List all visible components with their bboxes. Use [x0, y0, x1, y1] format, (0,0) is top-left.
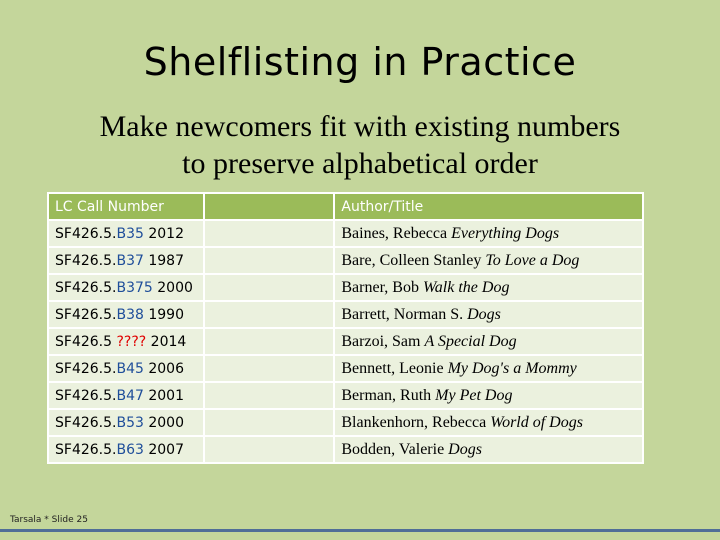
author: Baines, Rebecca	[341, 224, 448, 242]
cutter-number: B375	[116, 279, 153, 296]
year: 2007	[148, 441, 184, 458]
call-number-cell	[48, 247, 204, 274]
slide-subtitle	[0, 108, 720, 182]
class-number: SF426.5.	[55, 414, 117, 431]
title: A Special Dog	[424, 332, 517, 350]
table-row	[48, 274, 643, 301]
header-author-title: Author/Title	[334, 193, 643, 220]
year: 2006	[148, 360, 184, 377]
class-number: SF426.5.	[55, 252, 117, 269]
cutter-number: B53	[116, 414, 144, 431]
header-call-number: LC Call Number	[48, 193, 204, 220]
blank-cell	[204, 328, 334, 355]
table-row	[48, 436, 643, 463]
call-number-cell	[48, 274, 204, 301]
author: Bare, Colleen Stanley	[341, 251, 482, 269]
author-title-cell	[334, 355, 643, 382]
subtitle-line-2: to preserve alphabetical order	[182, 147, 538, 180]
class-number: SF426.5.	[55, 306, 117, 323]
blank-cell	[204, 274, 334, 301]
call-number-cell	[48, 409, 204, 436]
blank-cell	[204, 436, 334, 463]
call-number-cell	[48, 301, 204, 328]
author: Berman, Ruth	[341, 386, 432, 404]
title: Dogs	[467, 305, 501, 323]
author: Barrett, Norman S.	[341, 305, 464, 323]
table-row	[48, 382, 643, 409]
header-blank	[204, 193, 334, 220]
author-title-cell	[334, 328, 643, 355]
title: My Dog's a Mommy	[447, 359, 577, 377]
title: World of Dogs	[490, 413, 583, 431]
slide-footer: Tarsala * Slide 25	[10, 515, 88, 525]
title: My Pet Dog	[435, 386, 513, 404]
cutter-number: B35	[116, 225, 144, 242]
unknown-cutter: ????	[116, 333, 147, 350]
class-number: SF426.5.	[55, 387, 117, 404]
blank-cell	[204, 355, 334, 382]
class-number: SF426.5.	[55, 225, 117, 242]
blank-cell	[204, 247, 334, 274]
author: Bodden, Valerie	[341, 440, 445, 458]
author-title-cell	[334, 274, 643, 301]
author: Bennett, Leonie	[341, 359, 444, 377]
table-row	[48, 409, 643, 436]
title: Everything Dogs	[451, 224, 560, 242]
year: 2012	[148, 225, 184, 242]
year: 1987	[148, 252, 184, 269]
table-header-row	[48, 193, 643, 220]
call-number-cell	[48, 220, 204, 247]
call-number-cell	[48, 436, 204, 463]
class-number: SF426.5.	[55, 279, 117, 296]
blank-cell	[204, 382, 334, 409]
table-row	[48, 247, 643, 274]
class-number: SF426.5.	[55, 360, 117, 377]
cutter-number: B38	[116, 306, 144, 323]
cutter-number: B45	[116, 360, 144, 377]
table-row	[48, 301, 643, 328]
blank-cell	[204, 301, 334, 328]
title: To Love a Dog	[485, 251, 580, 269]
author: Blankenhorn, Rebecca	[341, 413, 487, 431]
year: 2014	[150, 333, 187, 350]
subtitle-line-1: Make newcomers fit with existing numbers	[99, 110, 621, 143]
author-title-cell	[334, 409, 643, 436]
year: 2000	[157, 279, 193, 296]
bottom-divider	[0, 529, 720, 532]
cutter-number: B63	[116, 441, 144, 458]
cutter-number: B37	[116, 252, 144, 269]
table-row	[48, 328, 643, 355]
class-number: SF426.5	[55, 333, 113, 350]
author: Barner, Bob	[341, 278, 419, 296]
author-title-cell	[334, 247, 643, 274]
class-number: SF426.5.	[55, 441, 117, 458]
call-number-cell	[48, 355, 204, 382]
year: 2000	[148, 414, 184, 431]
call-number-cell	[48, 382, 204, 409]
author-title-cell	[334, 382, 643, 409]
author-title-cell	[334, 220, 643, 247]
cutter-number: B47	[116, 387, 144, 404]
year: 1990	[148, 306, 184, 323]
call-number-cell	[48, 328, 204, 355]
author: Barzoi, Sam	[341, 332, 421, 350]
title: Dogs	[448, 440, 482, 458]
blank-cell	[204, 409, 334, 436]
title: Walk the Dog	[422, 278, 510, 296]
table-row	[48, 220, 643, 247]
author-title-cell	[334, 301, 643, 328]
year: 2001	[148, 387, 184, 404]
shelflist-table	[47, 192, 644, 464]
table-row	[48, 355, 643, 382]
slide-title: Shelflisting in Practice	[143, 40, 577, 84]
blank-cell	[204, 220, 334, 247]
author-title-cell	[334, 436, 643, 463]
